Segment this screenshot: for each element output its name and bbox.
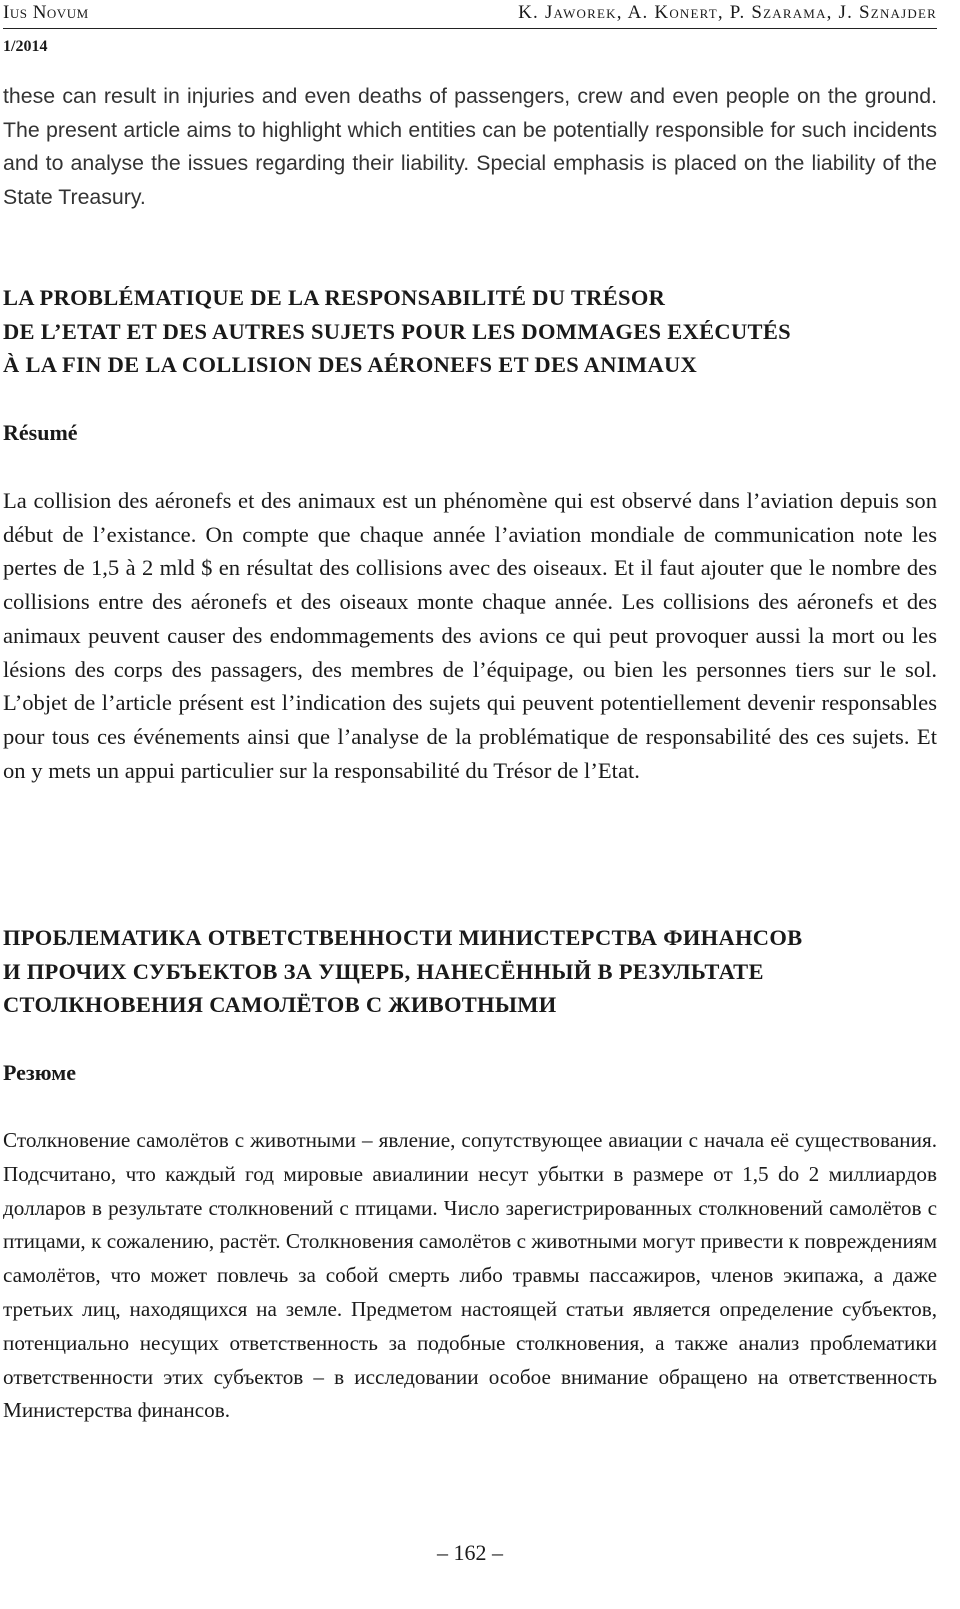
russian-summary-heading: Резюме [3,1060,77,1085]
russian-title [3,921,937,1022]
russian-title-line: ПРОБЛЕМАТИКА ОТВЕТСТВЕННОСТИ МИНИСТЕРСТВА ФИНАНСОВ [3,925,803,950]
russian-summary-text: Столкновение самолётов с животными – явление, сопутствующее авиации с начала её существования. Подсчитано, что каждый год мировые авиалинии несут убытки в размере от 1,5 do 2 миллиардов долларов в результате столкновений с птицами. Число зарегистрированных столкновений самолётов с птицами, к сожалению, растёт. Столкновения самолётов с животными могут привести к повреждениям самолётов, что может повлечь за собой смерть либо травмы пассажиров, членов экипажа, а даже третьих лиц, находящихся на земле. Предметом настоящей статьи является определение субъектов, потенциально несущих ответственность за подобные столкновения, а также анализ проблематики ответственности этих субъектов – в исследовании особое внимание обращено на ответственность Министерства финансов. [3,1128,937,1423]
french-title-line: DE L’ETAT ET DES AUTRES SUJETS POUR LES DOMMAGES EXÉCUTÉS [3,318,791,344]
english-abstract-continuation: these can result in injuries and even deaths of passengers, crew and even people on the ground. The present article aims to highlight which entities can be potentially responsible for such incidents and to analyse the issues regarding their liability. Special emphasis is placed on the liability of the State Treasury. [3,84,937,210]
russian-title-line: СТОЛКНОВЕНИЯ САМОЛЁТОВ С ЖИВОТНЫМИ [3,992,557,1017]
french-title-line: LA PROBLÉMATIQUE DE LA RESPONSABILITÉ DU TRÉSOR [3,285,666,310]
french-summary-heading: Résumé [3,420,78,445]
issue-number: 1/2014 [3,38,48,55]
french-summary-text: La collision des aéronefs et des animaux est un phénomène qui est observé dans l’aviation depuis son début de l’existance. On compte que chaque année l’aviation mondiale de communication note les pertes de 1,5 à 2 mld $ en résultat des collisions avec des oiseaux. Et il faut ajouter que le nombre des collisions entre des aéronefs et des oiseaux monte chaque année. Les collisions des aéronefs et des animaux peuvent causer des endommagements des avions ce qui peut provoquer aussi la mort ou les lésions des corps des passagers, des membres de l’équipage, ou bien les personnes tiers sur le sol. L’objet de l’article présent est l’indication des sujets qui peuvent potentiellement devenir responsables pour tous ces événements ainsi que l’analyse de la problématique de responsabilité des ces sujets. Et on y mets un appui particulier sur la responsabilité du Trésor de l’Etat. [3,488,937,783]
french-title-line: À LA FIN DE LA COLLISION DES AÉRONEFS ET DES ANIMAUX [3,352,698,377]
document-page [3,0,937,1609]
russian-title-line: И ПРОЧИХ СУБЪЕКТОВ ЗА УЩЕРБ, НАНЕСЁННЫЙ В РЕЗУЛЬТАТЕ [3,958,764,984]
journal-name: Ius Novum [3,2,89,23]
running-header [3,0,937,29]
french-title [3,281,937,382]
page-number: – 162 – [437,1540,503,1565]
author-list: K. Jaworek, A. Konert, P. Szarama, J. Sznajder [518,2,937,23]
